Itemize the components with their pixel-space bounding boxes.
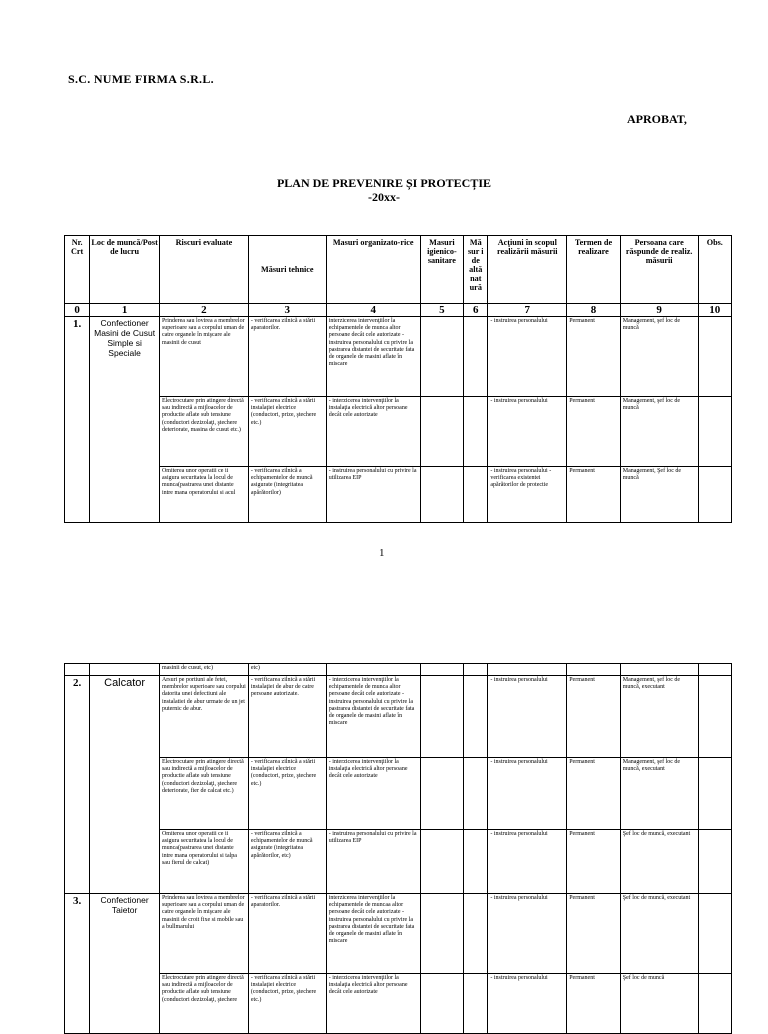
obs-cell xyxy=(698,758,731,830)
deadline-cell: Permanent xyxy=(567,830,621,894)
plan-title: PLAN DE PREVENIRE ȘI PROTECȚIE xyxy=(276,176,492,190)
col-number: 6 xyxy=(464,304,488,317)
other-measure xyxy=(464,467,488,523)
obs-cell xyxy=(698,676,731,758)
table-row xyxy=(65,676,732,758)
deadline-cell: Permanent xyxy=(567,894,621,974)
deadline-cell: Permanent xyxy=(567,317,621,397)
plan-year: -20xx- xyxy=(368,190,400,204)
col-number: 5 xyxy=(420,304,463,317)
col-number: 7 xyxy=(488,304,567,317)
action-cell: - instruirea personalului xyxy=(488,676,567,758)
responsible-cell: Management, şef loc de muncă xyxy=(620,317,698,397)
col-number: 4 xyxy=(326,304,420,317)
hygiene-measure xyxy=(420,758,463,830)
deadline-cell: Permanent xyxy=(567,758,621,830)
row-number: 2. xyxy=(65,676,90,894)
action-cell: - instruirea personalului xyxy=(488,894,567,974)
technical-measure: - verificarea zilnică a echipamentelor de muncă asigurate (integritatea apărătorilor) xyxy=(248,467,326,523)
action-cell: - instruirea personalului xyxy=(488,758,567,830)
responsible-cell: Şef loc de muncă, executant xyxy=(620,830,698,894)
table-row xyxy=(65,664,732,676)
organizational-measure: - interzicerea intervenţiilor la instalaţia electrică altor persoane decât cele autorizate xyxy=(326,397,420,467)
technical-measure: - verificarea zilnică a stării aparatorilor. xyxy=(248,894,326,974)
risk-cell: Electrocutare prin atingere directă sau indirectă a mijloacelor de productie aflate sub tensiune (conductori dezizolaţi, ştechere deteriorate, masina de cusut etc.) xyxy=(159,397,248,467)
col-header: Obs. xyxy=(698,236,731,304)
risk-cell: Electrocutare prin atingere directă sau indirectă a mijloacelor de productie aflate sub tensiune (conductori dezizolaţi, ştechere deteriorate, fier de calcat etc.) xyxy=(159,758,248,830)
hygiene-measure xyxy=(420,974,463,1034)
technical-measure: etc) xyxy=(248,664,326,676)
col-header: Masuri organizato-rice xyxy=(326,236,420,304)
row-number: 1. xyxy=(65,317,90,523)
technical-measure: - verificarea zilnică a stării instalaţiei de abur de catre persoane autorizate. xyxy=(248,676,326,758)
responsible-cell: Management, şef loc de muncă, executant xyxy=(620,758,698,830)
col-header: Acţiuni în scopul realizării măsurii xyxy=(488,236,567,304)
other-measure xyxy=(464,758,488,830)
deadline-cell: Permanent xyxy=(567,467,621,523)
deadline-cell xyxy=(567,664,621,676)
organizational-measure: interzicerea intervenţiilor la echipamentele de munca altor persoane decât cele autorizate -instruirea personalului cu privire la pastrarea distantei de securitate fata de organele de masini aflate în miscare xyxy=(326,317,420,397)
technical-measure: - verificarea zilnică a stării instalaţiei electrice (conductori, prize, ştechere etc.) xyxy=(248,974,326,1034)
workplace: Confectioner Masini de Cusut Simple si Speciale xyxy=(90,317,160,523)
workplace: Calcator xyxy=(90,676,160,894)
obs-cell xyxy=(698,974,731,1034)
technical-measure: - verificarea zilnică a stării instalaţiei electrice (conductori, prize, ştechere etc.) xyxy=(248,758,326,830)
page-number: 1 xyxy=(379,547,385,559)
responsible-cell: Management, şef loc de muncă xyxy=(620,397,698,467)
workplace: Confectioner Taietor xyxy=(90,894,160,1034)
hygiene-measure xyxy=(420,317,463,397)
col-header: Loc de muncă/Post de lucru xyxy=(90,236,160,304)
col-header: Mă sur i de altă nat ură xyxy=(464,236,488,304)
col-number: 8 xyxy=(567,304,621,317)
other-measure xyxy=(464,894,488,974)
plan-table-page1 xyxy=(64,235,732,523)
approved-label: APROBAT, xyxy=(627,112,687,126)
responsible-cell: Şef loc de muncă, executant xyxy=(620,894,698,974)
hygiene-measure xyxy=(420,676,463,758)
other-measure xyxy=(464,317,488,397)
table-header-row xyxy=(65,236,732,304)
action-cell: - instruirea personalului xyxy=(488,317,567,397)
risk-cell: Arsuri pe portiuni ale fetei, membrelor superioare sau corpului datorita unei defectiuni ale instalatiei de abur urmate de un jet puternic de abur. xyxy=(159,676,248,758)
organizational-measure: - interzicerea intervenţiilor la echipamentele de munca altor persoane decât cele autorizate -instruirea personalului cu privire la pastrarea distantei de securitate fata de organele de masini aflate în miscare xyxy=(326,676,420,758)
risk-cell: Electrocutare prin atingere directă sau indirectă a mijloacelor de productie aflate sub tensiune (conductori dezizolaţi, ştechere xyxy=(159,974,248,1034)
deadline-cell: Permanent xyxy=(567,397,621,467)
table-row xyxy=(65,894,732,974)
organizational-measure: interzicerea intervenţiilor la echipamentele de muncaa altor persoane decât cele autorizate -instruirea personalului cu privire la pastrarea distantei de securitate fata de organele de masini aflate în miscare xyxy=(326,894,420,974)
responsible-cell xyxy=(620,664,698,676)
row-number: 3. xyxy=(65,894,90,1034)
col-number: 2 xyxy=(159,304,248,317)
responsible-cell: Management, şef loc de muncă, executant xyxy=(620,676,698,758)
col-header: Termen de realizare xyxy=(567,236,621,304)
col-header: Riscuri evaluate xyxy=(159,236,248,304)
other-measure xyxy=(464,676,488,758)
action-cell: - instruirea personalului xyxy=(488,397,567,467)
risk-cell: masinii de cusut, etc) xyxy=(159,664,248,676)
risk-cell: Omiterea unor operatii ce ii asigura securitatea la locul de munca(pastrarea unei distante intre mana operatorului si acul xyxy=(159,467,248,523)
deadline-cell: Permanent xyxy=(567,676,621,758)
table-row xyxy=(65,974,732,1034)
obs-cell xyxy=(698,317,731,397)
obs-cell xyxy=(698,830,731,894)
action-cell: - instruirea personalului xyxy=(488,974,567,1034)
technical-measure: - verificarea zilnică a stării aparatorilor. xyxy=(248,317,326,397)
other-measure xyxy=(464,397,488,467)
table-row xyxy=(65,758,732,830)
workplace xyxy=(90,664,160,676)
hygiene-measure xyxy=(420,830,463,894)
action-cell: - instruirea personalului xyxy=(488,830,567,894)
deadline-cell: Permanent xyxy=(567,974,621,1034)
column-number-row xyxy=(65,304,732,317)
other-measure xyxy=(464,664,488,676)
action-cell xyxy=(488,664,567,676)
other-measure xyxy=(464,974,488,1034)
col-number: 0 xyxy=(65,304,90,317)
technical-measure: - verificarea zilnică a stării instalaţiei electrice (conductori, prize, ştechere etc.) xyxy=(248,397,326,467)
obs-cell xyxy=(698,664,731,676)
table-row xyxy=(65,830,732,894)
responsible-cell: Management, Şef loc de muncă xyxy=(620,467,698,523)
obs-cell xyxy=(698,894,731,974)
organizational-measure: - instruirea personalului cu privire la utilizarea EIP xyxy=(326,830,420,894)
col-number: 10 xyxy=(698,304,731,317)
row-number xyxy=(65,664,90,676)
col-header: Nr. Crt xyxy=(65,236,90,304)
document-title xyxy=(0,176,768,204)
responsible-cell: Şef loc de muncă xyxy=(620,974,698,1034)
col-number: 3 xyxy=(248,304,326,317)
hygiene-measure xyxy=(420,894,463,974)
obs-cell xyxy=(698,467,731,523)
other-measure xyxy=(464,830,488,894)
plan-table-page2 xyxy=(64,663,732,1034)
col-number: 1 xyxy=(90,304,160,317)
obs-cell xyxy=(698,397,731,467)
organizational-measure xyxy=(326,664,420,676)
risk-cell: Prinderea sau lovirea a membrelor superioare sau a corpului uman de catre organele în mişcare ale masinii de cusut xyxy=(159,317,248,397)
company-name: S.C. NUME FIRMA S.R.L. xyxy=(68,72,214,86)
col-header: Masuri igienico-sanitare xyxy=(420,236,463,304)
hygiene-measure xyxy=(420,467,463,523)
risk-cell: Prinderea sau lovirea a membrelor superioare sau a corpului uman de catre organele în mişcare ale masinii de croit fixe si mobile sau a bullmarului xyxy=(159,894,248,974)
table-row xyxy=(65,397,732,467)
col-number: 9 xyxy=(620,304,698,317)
organizational-measure: - interzicerea intervenţiilor la instalaţia electrică altor persoane decât cele autorizate xyxy=(326,758,420,830)
col-header: Măsuri tehnice xyxy=(248,236,326,304)
hygiene-measure xyxy=(420,664,463,676)
risk-cell: Omiterea unor operatii ce ii asigura securitatea la locul de munca(pastrarea unei distante intre mana operatorului si talpa sau fierul de calcat) xyxy=(159,830,248,894)
organizational-measure: - instruirea personalului cu privire la utilizarea EIP xyxy=(326,467,420,523)
hygiene-measure xyxy=(420,397,463,467)
table-row xyxy=(65,467,732,523)
col-header: Persoana care răspunde de realiz. măsurii xyxy=(620,236,698,304)
organizational-measure: - interzicerea intervenţiilor la instalaţia electrică altor persoane decât cele autorizate xyxy=(326,974,420,1034)
technical-measure: - verificarea zilnică a echipamentelor de muncă asigurate (integritatea apărătorilor, etc) xyxy=(248,830,326,894)
table-row xyxy=(65,317,732,397)
action-cell: - instruirea personalului - verificarea existentei apărătorilor de protectie xyxy=(488,467,567,523)
